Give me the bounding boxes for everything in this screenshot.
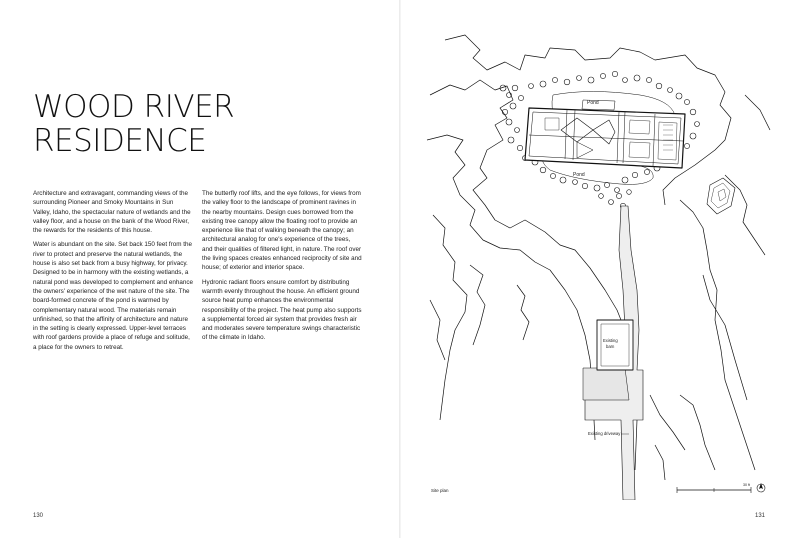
paragraph: Architecture and extravagant, commanding views of the surrounding Pioneer and Smoky Mountains in Sun Valley, Idaho, the spectacular nature of wetlands and the valley floor, and a house on the bank of the Wood River, the rewards for the residents of this house. xyxy=(33,190,191,235)
pond-label-top: Pond xyxy=(587,100,599,106)
driveway-label: Existing driveway xyxy=(588,431,621,436)
paragraph: Water is abundant on the site. Set back 150 feet from the river to protect and preserve the natural wetlands, the house is also set back from a busy highway, for privacy. Designed to be in harmony with the existing wetlands, a natural pond was developed to complement and enhance the owners' experience of the wet nature of the site. The board-formed concrete of the pond is warmed by complementary natural wood. The materials remain unfinished, so that the affinity of architecture and nature in the setting is clearly expressed. Upper-level terraces with roof gardens provide a place of refuge and solitude, a place for the owners to retreat. xyxy=(33,241,193,351)
scale-label: 30 ft xyxy=(743,483,750,487)
site-plan-label: Site plan xyxy=(431,488,449,493)
page-number-right: 131 xyxy=(755,513,766,519)
paragraph: Hydronic radiant floors ensure comfort by distributing warmth evenly throughout the house. An efficient ground source heat pump enhances the environmental responsibility of the project. The heat pump also supports a supplemental forced air system that provides fresh air and moderates severe temperature swings characteristic of the climate in Idaho. xyxy=(202,278,362,342)
north-arrow-icon xyxy=(757,483,765,492)
barn-label-line1: Existing xyxy=(603,338,618,343)
site-plan-drawing xyxy=(425,0,775,500)
body-column-left xyxy=(33,189,193,357)
rock-outcrop xyxy=(707,178,735,214)
paragraph: The butterfly roof lifts, and the eye follows, for views from the valley floor to the landscape of prominent ravines in the nearby mountains. Design cues borrowed from the existing tree canopy allow the floating roof to provide an experience like that of walking beneath the canopy; an architectural analog for one's experience of the trees, and their qualities of filtered light, in nature. The roof over the living spaces creates enhanced reciprocity of site and house; of exterior and interior space. xyxy=(202,190,362,272)
body-column-right xyxy=(202,189,362,348)
existing-barn xyxy=(597,320,633,370)
barn-label-line2: barn xyxy=(606,344,615,349)
scale-bar xyxy=(677,483,751,493)
page-number-left: 130 xyxy=(33,513,44,519)
house-plan xyxy=(525,100,685,168)
page-title: WOOD RIVER RESIDENCE xyxy=(33,89,235,159)
pond-label-bottom: Pond xyxy=(573,172,585,178)
book-gutter xyxy=(399,0,401,538)
